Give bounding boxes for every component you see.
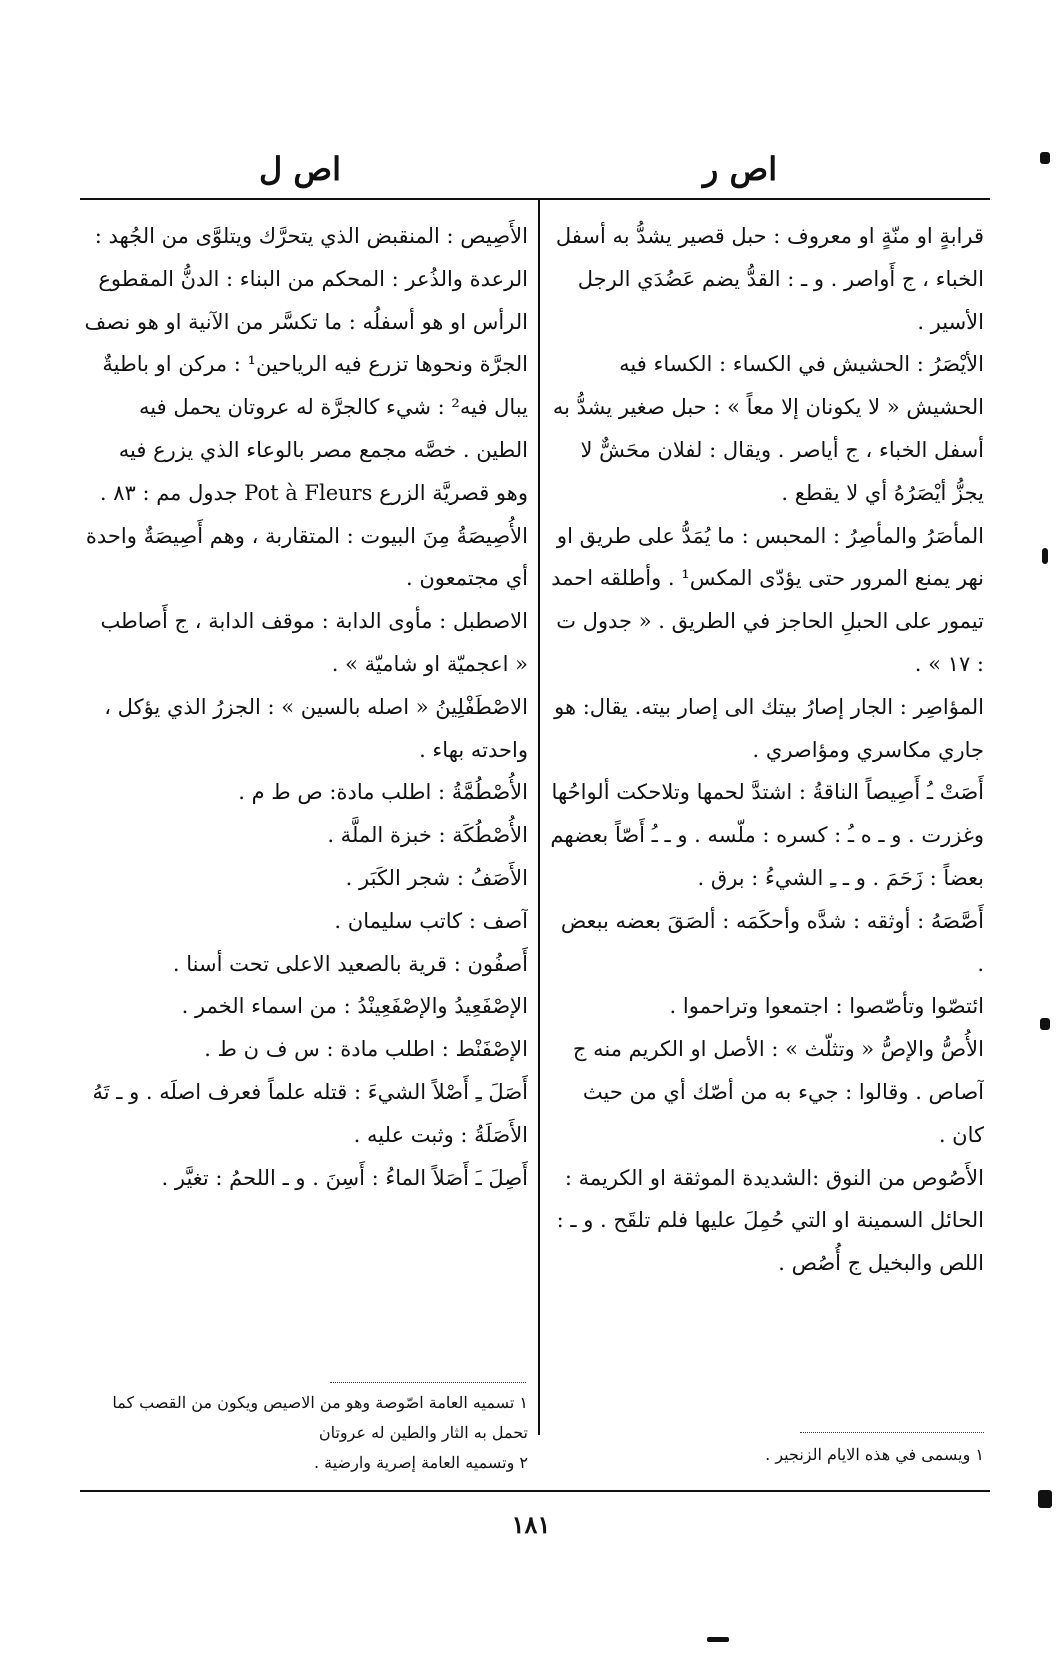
header-rule: [80, 198, 990, 200]
entry: الأُصْطُمَّةُ : اطلب مادة: ص ط م .: [238, 780, 528, 805]
entry: أَصَّصَهُ : أوثقه : شدَّه وأحكَمَه : ألصَقَ بعضه ببعض .: [560, 908, 984, 976]
entry: المأصَرُ والمأصِرُ : المحبس : ما يُمَدُّ على طريق او نهر يمنع المرور حتى يؤدّى المكس¹ . وأطلقه احمد تيمور على الحبلِ الحاجز في الطريق . « جدول ت : ١٧ » .: [551, 523, 984, 676]
entry: ائتصّوا وتأصّصوا : اجتمعوا وتراحموا .: [669, 994, 984, 1019]
entry: الأُصِيصَةُ مِنَ البيوت : المتقاربة ، وهم أَصِيصَةٌ واحدة أي مجتمعون .: [85, 523, 528, 591]
entry: الأَصَفُ : شجر الكَبَر .: [345, 865, 528, 890]
entry: الأَصِيص : المنقبض الذي يتحرَّك ويتلوَّى من الجُهد : الرعدة والذُعر : المحكم من البناء : الدنُّ المقطوع الرأس او هو أسفلُه : ما تكسَّر من الآنية او هو نصف الجرَّة ونحوها تزرع فيه الرياحين¹ : مركن او باطيةٌ يبال فيه² : شيء كالجرَّة له عروتان يحمل فيه الطين . خصَّه مجمع مصر بالوعاء الذي يزرع فيه وهو قصريَّة الزرع Pot à Fleurs جدول مم : ٨٣ .: [84, 224, 528, 505]
entry: الأَصُوص من النوق :الشديدة الموثقة او الكريمة : الحائل السمينة او التي حُمِلَ عليها فلم تلقَح . و ـ : اللص والبخيل ج أُصُص .: [556, 1165, 984, 1276]
scan-mark: [1042, 548, 1048, 564]
footnote: ٢ وتسميه العامة إصرية وارضية .: [313, 1453, 528, 1472]
footnote: ١ تسميه العامة اصّوصة وهو من الاصيص ويكون من القصب كما تحمل به الثار والطين له عروتان: [112, 1393, 528, 1442]
column-divider: [538, 200, 540, 1435]
entry: الأيْصَرُ : الحشيش في الكساء : الكساء فيه الحشيش « لا يكونان إلا معاً » : حبل صغير يشدُّ به أسفل الخباء ، ج أياصر . ويقال : لفلان محَشٌّ لا يجزُّ أيْصَرُهُ أي لا يقطع .: [552, 352, 984, 505]
entry: الإصْفَنْط : اطلب مادة : س ف ن ط .: [204, 1037, 528, 1062]
footnote-rule-right: [800, 1432, 984, 1433]
right-column: [548, 215, 984, 1400]
scan-mark: [1040, 1018, 1050, 1030]
left-column: [82, 215, 528, 1315]
footnotes-right: [548, 1440, 984, 1470]
running-header-right: اص ر: [702, 150, 778, 188]
entry: أَصِلَ ـَ أَصَلاً الماءُ : أَسِنَ . و ـ اللحمُ : تغيَّر .: [161, 1165, 528, 1190]
entry: قرابةٍ او منّةٍ او معروف : حبل قصير يشدُّ به أسفل الخباء ، ج أَواصر . و ـ : القدُّ يضم عَضُدَي الرجل الأسير .: [555, 224, 984, 334]
page-number: ١٨١: [511, 1510, 551, 1539]
entry: المؤاصِر : الجار إصارُ بيتك الى إصار بيته. يقال: هو جاري مكاسري ومؤاصري .: [554, 694, 984, 762]
footnotes-left: [82, 1388, 528, 1478]
footnote-rule-left: [330, 1382, 526, 1383]
scan-mark: [1038, 1490, 1052, 1508]
scan-mark: [707, 1637, 729, 1642]
footnote: ١ ويسمى في هذه الايام الزنجير .: [765, 1445, 984, 1464]
entry: الأُصُّ والإصُّ « وتثلّث » : الأصل او الكريم منه ج آصاص . وقالوا : جيء به من أصّك أي من حيث كان .: [572, 1037, 984, 1147]
running-header-left: اص ل: [259, 150, 341, 188]
scan-mark: [1040, 152, 1050, 164]
entry: أَصَلَ ـِ أَصْلاً الشيءَ : قتله علماً فعرف اصلَه . و ـ تَهُ الأَصَلَةُ : وثبت عليه .: [92, 1079, 528, 1147]
entry: الاصطبل : مأوى الدابة : موقف الدابة ، ج أَصاطب « اعجميّة او شاميّة » .: [100, 609, 528, 676]
entry: الإصْفَعِيدُ والإصْفَعِينْدُ : من اسماء الخمر .: [181, 994, 528, 1019]
entry: آصف : كاتب سليمان .: [334, 908, 528, 933]
footer-rule: [80, 1490, 990, 1492]
entry: الأُصْطُكَة : خبزة الملَّة .: [327, 823, 528, 848]
entry: أَصفُون : قرية بالصعيد الاعلى تحت أسنا .: [172, 951, 528, 976]
entry: الاصْطَفْلِينُ « اصله بالسين » : الجزرُ الذي يؤكل ، واحدته بهاء .: [104, 694, 528, 762]
entry: أَصَتْ ـُ أَصِيصاً الناقةُ : اشتدَّ لحمها وتلاحكت ألواحُها وغزرت . و ـ ه ـُ : كسره : ملّسه . و ـ ـُ أَصّاً بعضهم بعضاً : زَحَمَ . و ـ ـِ الشيءُ : برق .: [550, 780, 984, 890]
